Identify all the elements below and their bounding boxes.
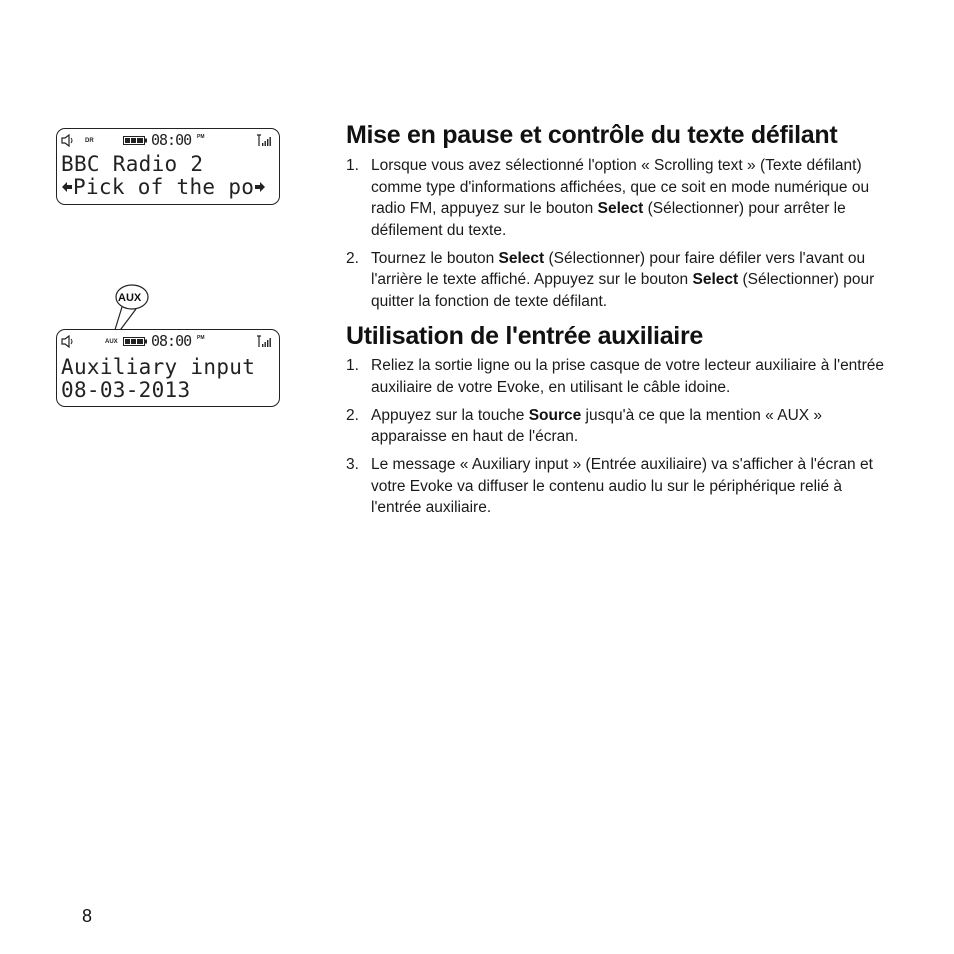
aux-callout-label: AUX [118, 292, 142, 304]
list-item: 2. Appuyez sur la touche Source jusqu'à ce que la mention « AUX » apparaisse en haut de l'écran. [346, 406, 823, 445]
lcd-line-2: 08-03-2013 [61, 378, 191, 402]
lcd-display-scrolling [56, 128, 280, 205]
instruction-list-scrolling [346, 155, 886, 319]
list-item: 3. Le message « Auxiliary input » (Entrée auxiliaire) va s'afficher à l'écran et votre Evoke va diffuser le contenu audio lu sur le périphérique relié à l'entrée auxiliaire. [346, 456, 873, 516]
source-tag: DR [85, 138, 94, 144]
aux-callout [112, 283, 152, 335]
clock-time: 08:00 [151, 131, 192, 149]
instruction-list-auxiliary [346, 355, 886, 525]
list-item: 2. Tournez le bouton Select (Sélectionner) pour faire défiler vers l'avant ou l'arrière le texte affiché. Appuyez sur le bouton Select (Sélectionner) pour quitter la fonction de texte défilant. [346, 249, 875, 310]
section-heading-auxiliary: Utilisation de l'entrée auxiliaire [346, 322, 703, 350]
status-bar [61, 332, 275, 350]
speaker-icon [61, 335, 75, 348]
lcd-line-1: Auxiliary input [61, 355, 256, 379]
status-bar [61, 131, 275, 149]
page-number: 8 [82, 906, 93, 926]
signal-strength-icon [257, 335, 273, 348]
scroll-left-arrow-icon [61, 179, 73, 195]
scroll-right-arrow-icon [254, 179, 266, 195]
lcd-line-2 [61, 176, 277, 198]
clock-ampm: PM [197, 134, 205, 140]
clock-ampm: PM [197, 335, 205, 341]
list-item: 1. Reliez la sortie ligne ou la prise casque de votre lecteur auxiliaire à l'entrée auxiliaire de votre Evoke, en utilisant le câble idoine. [346, 357, 885, 396]
source-tag: AUX [105, 339, 118, 345]
battery-icon [123, 337, 147, 346]
signal-strength-icon [257, 134, 273, 147]
scrolling-text: Pick of the po [73, 175, 255, 199]
list-item: 1. Lorsque vous avez sélectionné l'option « Scrolling text » (Texte défilant) comme type d'informations affichées, que ce soit en mode numérique ou radio FM, appuyez sur le bouton Select (Sélectionner) pour arrêter le défilement du texte. [346, 157, 870, 239]
clock-time: 08:00 [151, 332, 192, 350]
lcd-display-auxiliary [56, 329, 280, 407]
battery-icon [123, 136, 147, 145]
lcd-line-1: BBC Radio 2 [61, 152, 204, 176]
section-heading-scrolling: Mise en pause et contrôle du texte défilant [346, 121, 838, 149]
speaker-icon [61, 134, 75, 147]
